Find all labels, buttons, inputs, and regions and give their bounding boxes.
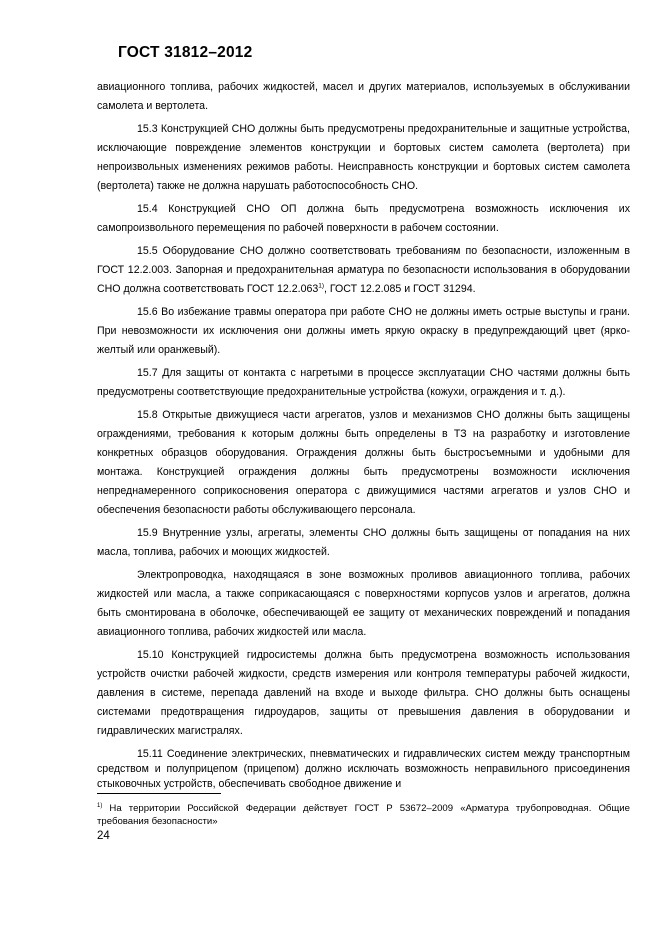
page-number: 24 — [97, 830, 110, 842]
paragraph-15-6: 15.6 Во избежание травмы оператора при работе СНО не должны иметь острые выступы и грани. При невозможности их исключения они должны иметь яркую окраску в предупреждающий цвет (ярко-желтый или оранжевый). — [97, 306, 630, 356]
paragraph-15-5-text-after: , ГОСТ 12.2.085 и ГОСТ 31294. — [324, 283, 476, 295]
paragraph-15-5-text-before: 15.5 Оборудование СНО должно соответствовать требованиям по безопасности, изложенным в ГОСТ 12.2.003. Запорная и предохранительная арматура по безопасности использования в оборудовании СНО должна соответствовать ГОСТ 12.2.063 — [97, 245, 630, 295]
paragraph-15-7: 15.7 Для защиты от контакта с нагретыми в процессе эксплуатации СНО частями должны быть предусмотрены соответствующие предохранительные устройства (кожухи, ограждения и т. д.). — [97, 367, 630, 398]
footnote-text: На территории Российской Федерации действует ГОСТ Р 53672–2009 «Арматура трубопроводная. Общие требования безопасности» — [97, 803, 630, 827]
paragraph-15-9: 15.9 Внутренние узлы, агрегаты, элементы СНО должны быть защищены от попадания на них масла, топлива, рабочих и моющих жидкостей. — [97, 527, 630, 558]
footnote-reference-mark: 1) — [318, 282, 325, 290]
paragraph-15-8: 15.8 Открытые движущиеся части агрегатов, узлов и механизмов СНО должны быть защищены ограждениями, требования к которым должны быть определены в ТЗ на разработку и изготовление конкретных образцов оборудования. Ограждения должны быть быстросъемными и удобными для монтажа. Конструкцией ограждения должны быть предусмотрены возможности исключения непреднамеренного соприкосновения оператора с движущимися частями агрегатов и узлов СНО и обеспечения безопасности работы обслуживающего персонала. — [97, 409, 630, 516]
document-header-title: ГОСТ 31812–2012 — [118, 44, 253, 61]
paragraph-15-5 — [97, 242, 630, 299]
footnote-mark: 1) — [97, 802, 103, 809]
footnote — [97, 803, 630, 828]
document-body — [97, 78, 630, 797]
paragraph-15-11: 15.11 Соединение электрических, пневматических и гидравлических систем между транспортным средством и полуприцепом (прицепом) должно исключать возможность неправильного присоединения стыковочных устройств, обеспечивать свободное движение и — [97, 748, 630, 791]
footnote-separator — [97, 793, 221, 794]
paragraph-15-4: 15.4 Конструкцией СНО ОП должна быть предусмотрена возможность исключения их самопроизвольного перемещения по рабочей поверхности в рабочем состоянии. — [97, 203, 630, 234]
paragraph-15-10: 15.10 Конструкцией гидросистемы должна быть предусмотрена возможность использования устройств очистки рабочей жидкости, средств измерения или контроля температуры рабочей жидкости, давления в системе, перепада давлений на входе и выходе фильтра. СНО должны быть оснащены системами предотвращения гидроударов, защиты от превышения давления в оборудовании и гидравлических магистралях. — [97, 649, 630, 737]
paragraph-continuation: авиационного топлива, рабочих жидкостей, масел и других материалов, используемых в обслуживании самолета и вертолета. — [97, 81, 630, 112]
paragraph-wiring: Электропроводка, находящаяся в зоне возможных проливов авиационного топлива, рабочих жидкостей или масла, а также соприкасающаяся с поверхностями корпусов узлов и агрегатов, должна быть смонтирована в оболочке, обеспечивающей ее защиту от механических повреждений и попадания авиационного топлива, рабочих жидкостей или масла. — [97, 569, 630, 638]
paragraph-15-3: 15.3 Конструкцией СНО должны быть предусмотрены предохранительные и защитные устройства, исключающие повреждение элементов конструкции и бортовых систем самолета (вертолета) при непроизвольных изменениях режимов работы. Неисправность конструкции и бортовых систем самолета (вертолета) также не должна нарушать работоспособность СНО. — [97, 123, 630, 192]
